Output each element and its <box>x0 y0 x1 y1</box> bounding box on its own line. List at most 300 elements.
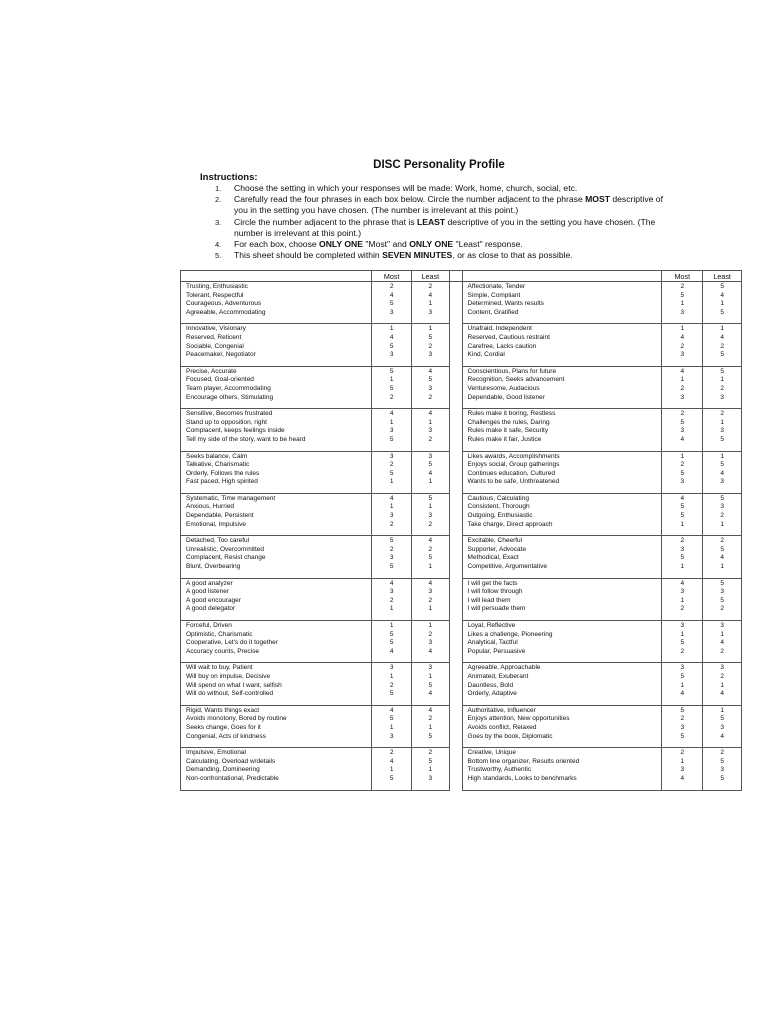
left-most-numbers-line: 5 <box>389 774 394 782</box>
right-phrases <box>462 409 662 451</box>
left-most-numbers-line: 2 <box>389 283 394 290</box>
left-least-numbers-line: 1 <box>428 563 433 571</box>
right-least-numbers-line: 4 <box>720 639 724 647</box>
left-least-numbers <box>412 536 450 578</box>
left-most-numbers-line: 4 <box>389 757 394 765</box>
left-most-numbers <box>372 748 412 790</box>
left-most-numbers-line: 5 <box>389 639 394 647</box>
right-least-numbers <box>703 409 742 451</box>
left-most-numbers <box>372 621 412 663</box>
right-least-numbers <box>703 621 742 663</box>
left-phrases-line: Sociable, Congenial <box>186 342 244 350</box>
right-least-numbers-line: 5 <box>720 367 724 375</box>
left-least-numbers-line: 4 <box>428 410 433 418</box>
left-least-numbers-line: 2 <box>428 715 433 723</box>
right-phrases-line: I will lead them <box>467 596 511 604</box>
left-least-numbers-line: 3 <box>428 308 433 316</box>
left-phrases-line: Unrealistic, Overcommitted <box>186 545 265 553</box>
column-gap <box>449 409 462 451</box>
right-phrases-line: Determined, Wants results <box>467 300 544 308</box>
left-least-numbers <box>412 409 450 451</box>
left-least-numbers <box>412 705 450 747</box>
right-phrases-line: Loyal, Reflective <box>467 622 516 629</box>
right-phrases <box>462 748 662 790</box>
left-least-numbers-line: 2 <box>428 435 433 443</box>
right-phrases-line: Agreeable, Approachable <box>467 664 541 672</box>
profile-box <box>181 536 742 578</box>
left-most-numbers-line: 1 <box>389 503 394 511</box>
right-least-numbers <box>703 663 742 705</box>
right-least-numbers-line: 5 <box>720 283 724 290</box>
right-most-numbers-line: 4 <box>680 690 685 698</box>
right-least-numbers-line: 4 <box>720 469 724 477</box>
right-least-numbers-line: 5 <box>720 774 724 782</box>
left-most-numbers-line: 1 <box>389 605 394 613</box>
left-most-numbers-line: 3 <box>389 664 394 672</box>
left-least-numbers-line: 4 <box>428 706 433 714</box>
left-phrases-line: A good analyzer <box>186 579 233 587</box>
profile-box <box>181 366 742 408</box>
left-phrases-line: A good encourager <box>186 596 241 604</box>
left-phrases-line: Sensitive, Becomes frustrated <box>186 410 273 418</box>
right-least-numbers-line: 4 <box>720 554 724 562</box>
right-least-numbers-line: 3 <box>720 622 724 629</box>
right-most-numbers-line: 1 <box>680 520 685 528</box>
right-most-numbers <box>662 282 703 324</box>
instruction-number: 3. <box>215 217 222 227</box>
right-least-numbers <box>703 324 742 366</box>
left-least-numbers-line: 5 <box>428 757 433 765</box>
column-gap <box>449 282 462 324</box>
left-most-numbers-line: 5 <box>389 384 394 392</box>
column-gap <box>449 748 462 790</box>
left-least-numbers-line: 5 <box>428 732 433 740</box>
left-phrases-line: Stand up to opposition, right <box>186 418 267 426</box>
profile-box <box>181 748 742 790</box>
right-phrases-line: Wants to be safe, Unthreatened <box>467 478 560 486</box>
right-least-numbers-line: 5 <box>720 596 724 604</box>
header-left-most: Most <box>372 271 412 282</box>
left-phrases-line: Team player, Accommodating <box>186 384 271 392</box>
right-least-numbers <box>703 451 742 493</box>
right-phrases-line: I will follow through <box>467 588 523 596</box>
right-least-numbers-line: 2 <box>720 537 724 545</box>
right-least-numbers-line: 3 <box>720 588 724 596</box>
right-least-numbers <box>703 366 742 408</box>
left-most-numbers-line: 3 <box>389 351 394 359</box>
left-phrases-line: Agreeable, Accommodating <box>186 308 266 316</box>
right-phrases-line: Methodical, Exact <box>467 554 519 562</box>
left-most-numbers <box>372 366 412 408</box>
right-most-numbers <box>662 578 703 620</box>
left-phrases-line: Seeks change, Goes for it <box>186 723 261 731</box>
left-least-numbers <box>412 578 450 620</box>
right-least-numbers-line: 3 <box>720 427 724 435</box>
instruction-number: 2. <box>215 195 222 205</box>
right-phrases-line: Animated, Exuberant <box>467 672 529 680</box>
right-least-numbers-line: 4 <box>720 333 724 341</box>
left-least-numbers-line: 1 <box>428 672 433 680</box>
right-most-numbers <box>662 705 703 747</box>
left-least-numbers <box>412 324 450 366</box>
left-most-numbers-line: 1 <box>389 478 394 486</box>
left-least-numbers-line: 5 <box>428 333 433 341</box>
left-least-numbers-line: 1 <box>428 605 433 613</box>
right-most-numbers-line: 3 <box>680 478 685 486</box>
left-most-numbers-line: 4 <box>389 647 394 655</box>
right-phrases <box>462 705 662 747</box>
left-phrases <box>181 451 372 493</box>
right-phrases-line: Carefree, Lacks caution <box>467 342 537 350</box>
right-least-numbers-line: 5 <box>720 545 724 553</box>
right-least-numbers <box>703 536 742 578</box>
left-least-numbers-line: 2 <box>428 393 433 401</box>
left-most-numbers-line: 5 <box>389 715 394 723</box>
left-most-numbers-line: 2 <box>389 681 394 689</box>
left-phrases-line: Orderly, Follows the rules <box>186 469 260 477</box>
right-most-numbers-line: 3 <box>680 351 685 359</box>
profile-box <box>181 282 742 324</box>
right-least-numbers <box>703 282 742 324</box>
right-least-numbers-line: 1 <box>720 563 724 571</box>
instruction-item <box>215 183 675 194</box>
left-least-numbers-line: 4 <box>428 647 433 655</box>
right-phrases-line: I will get the facts <box>467 579 518 587</box>
left-phrases-line: Tolerant, Respectful <box>186 291 244 299</box>
right-phrases-line: Conscientious, Plans for future <box>467 367 557 375</box>
left-least-numbers-line: 3 <box>428 639 433 647</box>
right-most-numbers <box>662 663 703 705</box>
right-least-numbers-line: 3 <box>720 393 724 401</box>
right-most-numbers <box>662 493 703 535</box>
right-least-numbers-line: 1 <box>720 418 724 426</box>
left-phrases-line: A good listener <box>186 588 230 596</box>
column-gap <box>449 324 462 366</box>
left-phrases-line: Fast paced, High spirited <box>186 478 258 486</box>
left-phrases-line: Rigid, Wants things exact <box>186 706 260 714</box>
disc-profile-table <box>180 270 742 791</box>
header-right-phrase <box>462 271 662 282</box>
right-phrases-line: Bottom line organizer, Results oriented <box>467 757 580 765</box>
right-least-numbers <box>703 578 742 620</box>
right-most-numbers-line: 3 <box>680 427 685 435</box>
instructions-heading: Instructions: <box>200 172 258 183</box>
left-least-numbers-line: 5 <box>428 494 433 502</box>
left-most-numbers-line: 4 <box>389 333 394 341</box>
left-phrases-line: Cooperative, Let's do it together <box>186 639 278 647</box>
left-most-numbers-line: 1 <box>389 672 394 680</box>
left-phrases-line: Will wait to buy, Patient <box>186 664 253 672</box>
profile-box <box>181 493 742 535</box>
right-most-numbers-line: 3 <box>680 393 685 401</box>
left-most-numbers <box>372 451 412 493</box>
left-least-numbers-line: 4 <box>428 537 433 545</box>
instruction-text: Carefully read the four phrases in each box below. Circle the number adjacent to the phrase MOST descriptive of you in the setting you have chosen. (The number is irrelevant at this point.) <box>234 194 663 216</box>
right-least-numbers-line: 5 <box>720 579 724 587</box>
left-least-numbers-line: 2 <box>428 283 433 290</box>
right-most-numbers <box>662 536 703 578</box>
right-phrases-line: Rules make it fair, Justice <box>467 435 542 443</box>
left-phrases-line: Anxious, Hurried <box>186 503 235 511</box>
right-phrases-line: Affectionate, Tender <box>467 283 526 290</box>
instruction-text: This sheet should be completed within SEVEN MINUTES, or as close to that as possible. <box>234 250 573 261</box>
left-most-numbers-line: 3 <box>389 452 394 460</box>
right-least-numbers-line: 2 <box>720 647 724 655</box>
right-most-numbers <box>662 621 703 663</box>
right-most-numbers-line: 1 <box>680 757 685 765</box>
right-most-numbers-line: 5 <box>680 706 685 714</box>
left-phrases-line: Reserved, Reticent <box>186 333 242 341</box>
left-least-numbers-line: 2 <box>428 749 433 757</box>
left-phrases-line: Dependable, Persistent <box>186 512 254 520</box>
left-most-numbers-line: 5 <box>389 630 394 638</box>
right-least-numbers-line: 1 <box>720 300 724 308</box>
left-most-numbers <box>372 493 412 535</box>
right-phrases-line: Analytical, Tactful <box>467 639 518 647</box>
right-phrases-line: High standards, Looks to benchmarks <box>467 774 577 782</box>
right-phrases-line: Popular, Persuasive <box>467 647 526 655</box>
left-least-numbers-line: 1 <box>428 300 433 308</box>
right-least-numbers-line: 1 <box>720 376 724 384</box>
left-least-numbers <box>412 493 450 535</box>
right-most-numbers-line: 1 <box>680 630 685 638</box>
left-least-numbers-line: 1 <box>428 478 433 486</box>
right-least-numbers-line: 2 <box>720 512 724 520</box>
left-phrases <box>181 705 372 747</box>
right-least-numbers-line: 2 <box>720 410 724 418</box>
left-least-numbers-line: 4 <box>428 291 433 299</box>
right-phrases-line: Enjoys attention, New opportunities <box>467 715 570 723</box>
instruction-item <box>215 217 675 239</box>
left-phrases-line: Will buy on impulse, Decisive <box>186 672 271 680</box>
left-phrases <box>181 493 372 535</box>
left-most-numbers-line: 1 <box>389 766 394 774</box>
left-phrases <box>181 409 372 451</box>
left-phrases-line: A good delegator <box>186 605 236 613</box>
left-most-numbers-line: 2 <box>389 545 394 553</box>
column-gap <box>449 451 462 493</box>
right-most-numbers-line: 3 <box>680 664 685 672</box>
left-most-numbers-line: 3 <box>389 554 394 562</box>
right-most-numbers-line: 1 <box>680 452 685 460</box>
left-least-numbers-line: 3 <box>428 512 433 520</box>
left-least-numbers-line: 4 <box>428 367 433 375</box>
left-least-numbers-line: 2 <box>428 545 433 553</box>
left-phrases-line: Peacemaker, Negotiator <box>186 351 256 359</box>
left-phrases-line: Impulsive, Emotional <box>186 749 246 757</box>
left-phrases-line: Congenial, Acts of kindness <box>186 732 266 740</box>
right-phrases-line: Dependable, Good listener <box>467 393 545 401</box>
right-most-numbers-line: 2 <box>680 342 685 350</box>
left-most-numbers-line: 4 <box>389 494 394 502</box>
left-most-numbers <box>372 409 412 451</box>
left-least-numbers-line: 3 <box>428 427 433 435</box>
header-left-phrase <box>181 271 372 282</box>
left-least-numbers-line: 4 <box>428 469 433 477</box>
instruction-item <box>215 194 675 216</box>
right-least-numbers-line: 1 <box>720 520 724 528</box>
left-phrases-line: Detached, Too careful <box>186 537 250 545</box>
left-phrases-line: Avoids monotony, Bored by routine <box>186 715 287 723</box>
right-most-numbers-line: 3 <box>680 723 685 731</box>
right-phrases-line: Avoids conflict, Relaxed <box>467 723 537 731</box>
right-least-numbers-line: 1 <box>720 325 724 333</box>
left-phrases <box>181 282 372 324</box>
right-least-numbers-line: 5 <box>720 494 724 502</box>
right-most-numbers-line: 2 <box>680 283 685 290</box>
right-most-numbers-line: 4 <box>680 494 685 502</box>
left-least-numbers-line: 5 <box>428 376 433 384</box>
left-most-numbers-line: 2 <box>389 749 394 757</box>
right-least-numbers <box>703 705 742 747</box>
right-least-numbers <box>703 493 742 535</box>
left-phrases <box>181 324 372 366</box>
left-least-numbers-line: 1 <box>428 503 433 511</box>
right-phrases-line: Rules make it boring, Restless <box>467 410 556 418</box>
right-most-numbers-line: 1 <box>680 325 685 333</box>
left-phrases-line: Systematic, Time management <box>186 494 276 502</box>
right-least-numbers-line: 5 <box>720 757 724 765</box>
right-most-numbers-line: 3 <box>680 588 685 596</box>
right-phrases <box>462 493 662 535</box>
table-header-row <box>181 271 742 282</box>
right-least-numbers-line: 3 <box>720 664 724 672</box>
left-least-numbers-line: 4 <box>428 690 433 698</box>
left-most-numbers <box>372 663 412 705</box>
header-right-least: Least <box>703 271 742 282</box>
right-least-numbers-line: 3 <box>720 503 724 511</box>
left-most-numbers <box>372 578 412 620</box>
right-most-numbers-line: 3 <box>680 766 685 774</box>
right-phrases-line: Likes a challenge, Pioneering <box>467 630 553 638</box>
profile-box <box>181 324 742 366</box>
profile-box <box>181 705 742 747</box>
left-phrases-line: Accuracy counts, Precise <box>186 647 259 655</box>
right-phrases <box>462 663 662 705</box>
document-title: DISC Personality Profile <box>373 159 505 171</box>
left-least-numbers-line: 4 <box>428 579 433 587</box>
instruction-text: Choose the setting in which your responses will be made: Work, home, church, social, etc. <box>234 183 578 193</box>
right-least-numbers-line: 5 <box>720 308 724 316</box>
right-phrases-line: Enjoys social, Group gatherings <box>467 461 560 469</box>
right-phrases <box>462 536 662 578</box>
right-most-numbers-line: 1 <box>680 681 685 689</box>
left-phrases <box>181 536 372 578</box>
left-least-numbers-line: 3 <box>428 588 433 596</box>
right-most-numbers-line: 4 <box>680 435 685 443</box>
right-most-numbers-line: 5 <box>680 639 685 647</box>
right-most-numbers-line: 5 <box>680 672 685 680</box>
instruction-item <box>215 250 675 261</box>
column-gap <box>449 578 462 620</box>
left-least-numbers <box>412 366 450 408</box>
right-most-numbers-line: 4 <box>680 774 685 782</box>
column-gap <box>449 705 462 747</box>
left-phrases-line: Precise, Accurate <box>186 367 237 375</box>
right-most-numbers-line: 2 <box>680 605 685 613</box>
right-phrases-line: Excitable, Cheerful <box>467 537 523 545</box>
header-left-least: Least <box>412 271 450 282</box>
left-least-numbers-line: 1 <box>428 325 433 333</box>
right-least-numbers-line: 4 <box>720 732 724 740</box>
left-least-numbers-line: 1 <box>428 622 433 629</box>
right-phrases <box>462 578 662 620</box>
left-most-numbers <box>372 536 412 578</box>
instruction-number: 1. <box>215 184 222 193</box>
header-gap <box>449 271 462 282</box>
right-phrases-line: Consistent, Thorough <box>467 503 530 511</box>
left-most-numbers-line: 1 <box>389 622 394 629</box>
right-most-numbers-line: 2 <box>680 749 685 757</box>
right-least-numbers-line: 2 <box>720 749 724 757</box>
profile-box <box>181 578 742 620</box>
left-most-numbers-line: 2 <box>389 520 394 528</box>
left-phrases <box>181 578 372 620</box>
right-phrases-line: Reserved, Cautious restraint <box>467 333 550 341</box>
left-phrases-line: Focused, Goal-oriented <box>186 376 254 384</box>
right-most-numbers-line: 2 <box>680 647 685 655</box>
left-least-numbers-line: 1 <box>428 766 433 774</box>
left-most-numbers <box>372 282 412 324</box>
right-most-numbers-line: 1 <box>680 596 685 604</box>
left-least-numbers-line: 5 <box>428 681 433 689</box>
left-phrases-line: Tell my side of the story, want to be heard <box>186 435 306 443</box>
instruction-text: Circle the number adjacent to the phrase that is LEAST descriptive of you in the setting you have chosen. (The number is irrelevant at this point.) <box>234 216 656 238</box>
left-most-numbers-line: 3 <box>389 588 394 596</box>
right-least-numbers-line: 4 <box>720 291 724 299</box>
column-gap <box>449 621 462 663</box>
right-phrases-line: Dauntless, Bold <box>467 681 514 689</box>
left-phrases-line: Trusting, Enthusiastic <box>186 283 248 290</box>
right-phrases <box>462 451 662 493</box>
right-most-numbers-line: 4 <box>680 367 685 375</box>
left-most-numbers-line: 5 <box>389 342 394 350</box>
right-least-numbers-line: 2 <box>720 672 724 680</box>
left-least-numbers-line: 1 <box>428 418 433 426</box>
right-most-numbers-line: 4 <box>680 579 685 587</box>
left-most-numbers-line: 4 <box>389 410 394 418</box>
left-most-numbers-line: 5 <box>389 563 394 571</box>
right-most-numbers-line: 4 <box>680 333 685 341</box>
left-most-numbers-line: 5 <box>389 300 394 308</box>
right-least-numbers-line: 1 <box>720 630 724 638</box>
left-most-numbers-line: 5 <box>389 435 394 443</box>
right-phrases <box>462 366 662 408</box>
right-most-numbers-line: 5 <box>680 554 685 562</box>
right-least-numbers-line: 3 <box>720 723 724 731</box>
column-gap <box>449 536 462 578</box>
left-least-numbers-line: 2 <box>428 520 433 528</box>
left-least-numbers-line: 3 <box>428 774 433 782</box>
right-most-numbers-line: 5 <box>680 418 685 426</box>
right-most-numbers-line: 3 <box>680 545 685 553</box>
left-phrases-line: Seeks balance, Calm <box>186 452 248 460</box>
left-least-numbers-line: 2 <box>428 596 433 604</box>
left-phrases-line: Forceful, Driven <box>186 622 232 629</box>
right-least-numbers-line: 1 <box>720 681 724 689</box>
left-most-numbers <box>372 705 412 747</box>
left-most-numbers-line: 5 <box>389 690 394 698</box>
left-most-numbers-line: 4 <box>389 291 394 299</box>
left-phrases-line: Courageous, Adventurous <box>186 300 262 308</box>
profile-box <box>181 663 742 705</box>
right-most-numbers-line: 2 <box>680 537 685 545</box>
left-phrases-line: Emotional, Impulsive <box>186 520 246 528</box>
left-most-numbers-line: 3 <box>389 512 394 520</box>
left-phrases-line: Complacent, Resist change <box>186 554 266 562</box>
left-most-numbers-line: 1 <box>389 325 394 333</box>
profile-box <box>181 451 742 493</box>
